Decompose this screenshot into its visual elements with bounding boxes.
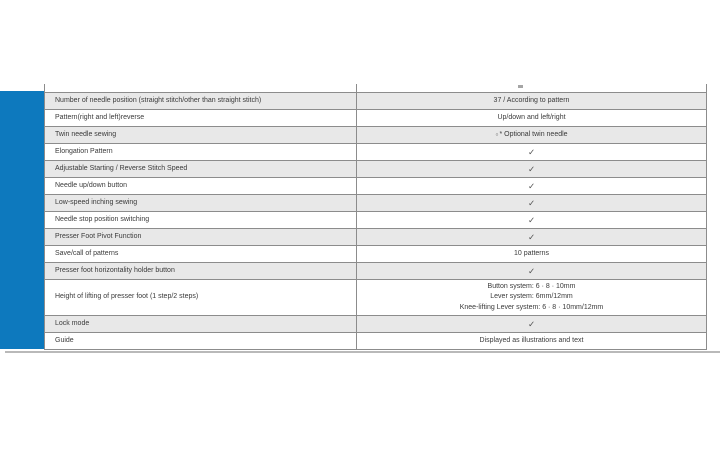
table-row	[45, 178, 706, 195]
spec-value-cell: Button system: 6 · 8 · 10mm Lever system: 6mm/12mm Knee-lifting Lever system: 6 · 8 · 10mm/12mm	[459, 283, 604, 311]
table-body	[45, 93, 706, 350]
spec-label-cell	[45, 178, 357, 194]
table-row	[45, 229, 706, 246]
table-row	[45, 263, 706, 280]
spec-value-cell: 37 / According to pattern	[493, 96, 570, 104]
spec-label-cell	[45, 333, 357, 349]
checkmark: ✓	[527, 265, 536, 276]
checkmark: ✓	[527, 163, 536, 174]
table-row	[45, 110, 706, 127]
spec-label: Needle stop position switching	[55, 215, 150, 223]
cropped-text-fragment	[518, 85, 523, 88]
checkmark: ✓	[527, 214, 536, 225]
table-row	[45, 127, 706, 144]
spec-label: Guide	[55, 336, 74, 344]
blue-accent-bar	[0, 91, 44, 349]
spec-label: Elongation Pattern	[55, 147, 113, 155]
spec-label: Number of needle position (straight stitch/other than straight stitch)	[55, 96, 262, 104]
checkmark: ✓	[527, 197, 536, 208]
table-row	[45, 316, 706, 333]
table-row	[45, 212, 706, 229]
spec-label: Adjustable Starting / Reverse Stitch Speed	[55, 164, 188, 172]
spec-label-cell	[45, 316, 357, 332]
spec-label: Height of lifting of presser foot (1 step/2 steps)	[55, 293, 199, 301]
spec-label-cell	[45, 212, 357, 228]
spec-label-cell	[45, 229, 357, 245]
spec-value-cell: 10 patterns	[513, 249, 550, 257]
table-row	[45, 144, 706, 161]
spec-label-cell	[45, 144, 357, 160]
cropped-top-row	[45, 84, 706, 93]
table-row	[45, 93, 706, 110]
spec-value-cell: Displayed as illustrations and text	[479, 336, 584, 344]
spec-label-cell	[45, 263, 357, 279]
specifications-table	[44, 84, 707, 350]
spec-label: Low-speed inching sewing	[55, 198, 138, 206]
spec-label-cell	[45, 161, 357, 177]
table-row	[45, 246, 706, 263]
spec-value-cell: ○ * Optional twin needle	[495, 130, 568, 138]
spec-label: Pattern(right and left)reverse	[55, 113, 145, 121]
spec-label: Needle up/down button	[55, 181, 127, 189]
checkmark: ✓	[527, 180, 536, 191]
table-row	[45, 161, 706, 178]
spec-label-cell	[45, 127, 357, 143]
spec-label: Twin needle sewing	[55, 130, 117, 138]
checkmark: ✓	[527, 231, 536, 242]
spec-label-cell	[45, 280, 357, 315]
table-row	[45, 333, 706, 350]
spec-label-cell	[45, 110, 357, 126]
column-divider	[356, 84, 357, 92]
bottom-shadow-line	[5, 351, 720, 353]
spec-label: Lock mode	[55, 319, 90, 327]
spec-label: Save/call of patterns	[55, 249, 119, 257]
table-row	[45, 195, 706, 212]
spec-label-cell	[45, 93, 357, 109]
checkmark: ✓	[527, 318, 536, 329]
spec-label-cell	[45, 246, 357, 262]
checkmark: ✓	[527, 146, 536, 157]
spec-label: Presser foot horizontality holder button	[55, 266, 175, 274]
spec-value-cell: Up/down and left/right	[497, 113, 566, 121]
table-row	[45, 280, 706, 316]
spec-label-cell	[45, 195, 357, 211]
spec-label: Presser Foot Pivot Function	[55, 232, 142, 240]
